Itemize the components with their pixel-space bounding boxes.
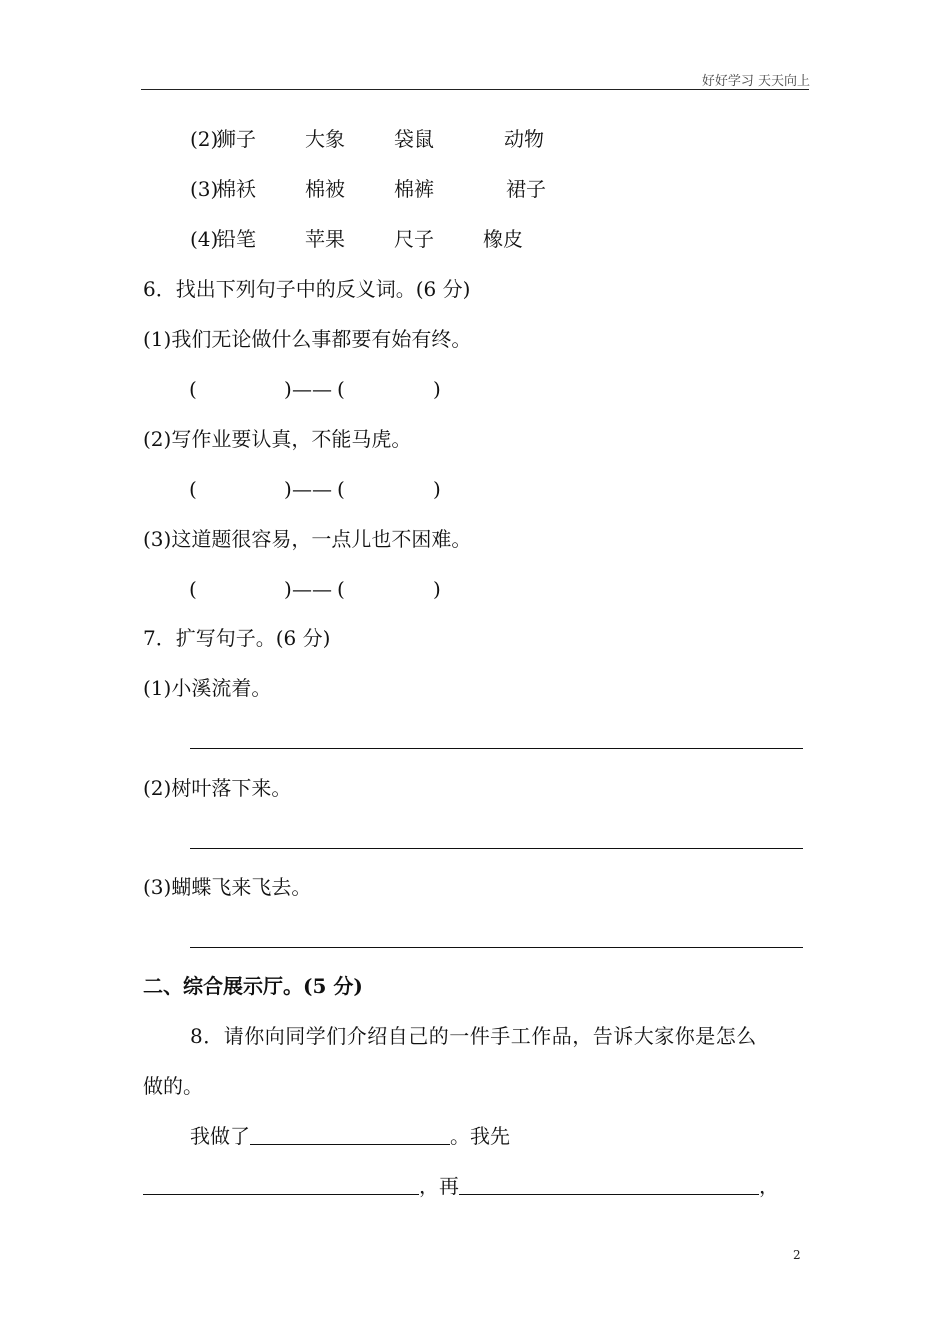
fill-connector: ，再	[419, 1174, 459, 1198]
q5-row-number: (2)	[190, 127, 219, 151]
q5-word: 尺子	[394, 227, 434, 251]
open-paren: (	[337, 577, 345, 601]
q5-word: 铅笔	[216, 227, 256, 251]
dash: ——	[292, 577, 332, 601]
q7-sentence: (2)树叶落下来。	[143, 776, 292, 800]
q5-row-number: (4)	[190, 227, 219, 251]
close-paren: )	[433, 477, 441, 501]
open-paren: (	[337, 377, 345, 401]
q5-word: 棉袄	[216, 177, 256, 201]
close-paren: )	[284, 377, 292, 401]
section-2-title: 二、综合展示厅。(5 分)	[143, 974, 363, 998]
q5-word: 狮子	[216, 127, 256, 151]
q6-sentence: (3)这道题很容易，一点儿也不困难。	[143, 527, 472, 551]
close-paren: )	[284, 577, 292, 601]
q5-word: 橡皮	[483, 227, 523, 251]
q5-row-number: (3)	[190, 177, 219, 201]
answer-line	[190, 947, 803, 948]
open-paren: (	[189, 377, 197, 401]
q7-sentence: (3)蝴蝶飞来飞去。	[143, 875, 312, 899]
q5-word: 苹果	[305, 227, 345, 251]
answer-line	[190, 748, 803, 749]
open-paren: (	[189, 577, 197, 601]
dash: ——	[292, 477, 332, 501]
q5-word: 大象	[305, 127, 345, 151]
q5-word: 棉被	[305, 177, 345, 201]
fill-sentence-1	[190, 1122, 510, 1150]
dash: ——	[292, 377, 332, 401]
question-6-title: 6．找出下列句子中的反义词。(6 分)	[143, 277, 471, 301]
header-divider	[141, 89, 809, 90]
q7-sentence: (1)小溪流着。	[143, 676, 272, 700]
answer-line	[190, 848, 803, 849]
question-7-title: 7．扩写句子。(6 分)	[143, 626, 331, 650]
question-8-text: 8．请你向同学们介绍自己的一件手工作品，告诉大家你是怎么	[190, 1024, 757, 1048]
q6-sentence: (2)写作业要认真，不能马虎。	[143, 427, 412, 451]
fill-prefix: 我做了	[190, 1124, 250, 1148]
question-8-text-continued: 做的。	[143, 1074, 203, 1098]
q5-word: 裙子	[506, 177, 546, 201]
blank-answer-line[interactable]	[143, 1174, 419, 1195]
q5-word: 棉裤	[394, 177, 434, 201]
page-header: 好好学习 天天向上	[701, 74, 810, 89]
page-number: 2	[793, 1248, 801, 1262]
open-paren: (	[189, 477, 197, 501]
q6-sentence: (1)我们无论做什么事都要有始有终。	[143, 327, 472, 351]
fill-end-comma: ，	[759, 1174, 779, 1198]
fill-suffix: 。我先	[450, 1124, 510, 1148]
q5-word: 动物	[504, 127, 544, 151]
open-paren: (	[337, 477, 345, 501]
close-paren: )	[284, 477, 292, 501]
blank-answer-line[interactable]	[459, 1174, 759, 1195]
close-paren: )	[433, 377, 441, 401]
close-paren: )	[433, 577, 441, 601]
q5-word: 袋鼠	[394, 127, 434, 151]
fill-sentence-2	[143, 1172, 779, 1200]
blank-answer-line[interactable]	[250, 1124, 450, 1145]
